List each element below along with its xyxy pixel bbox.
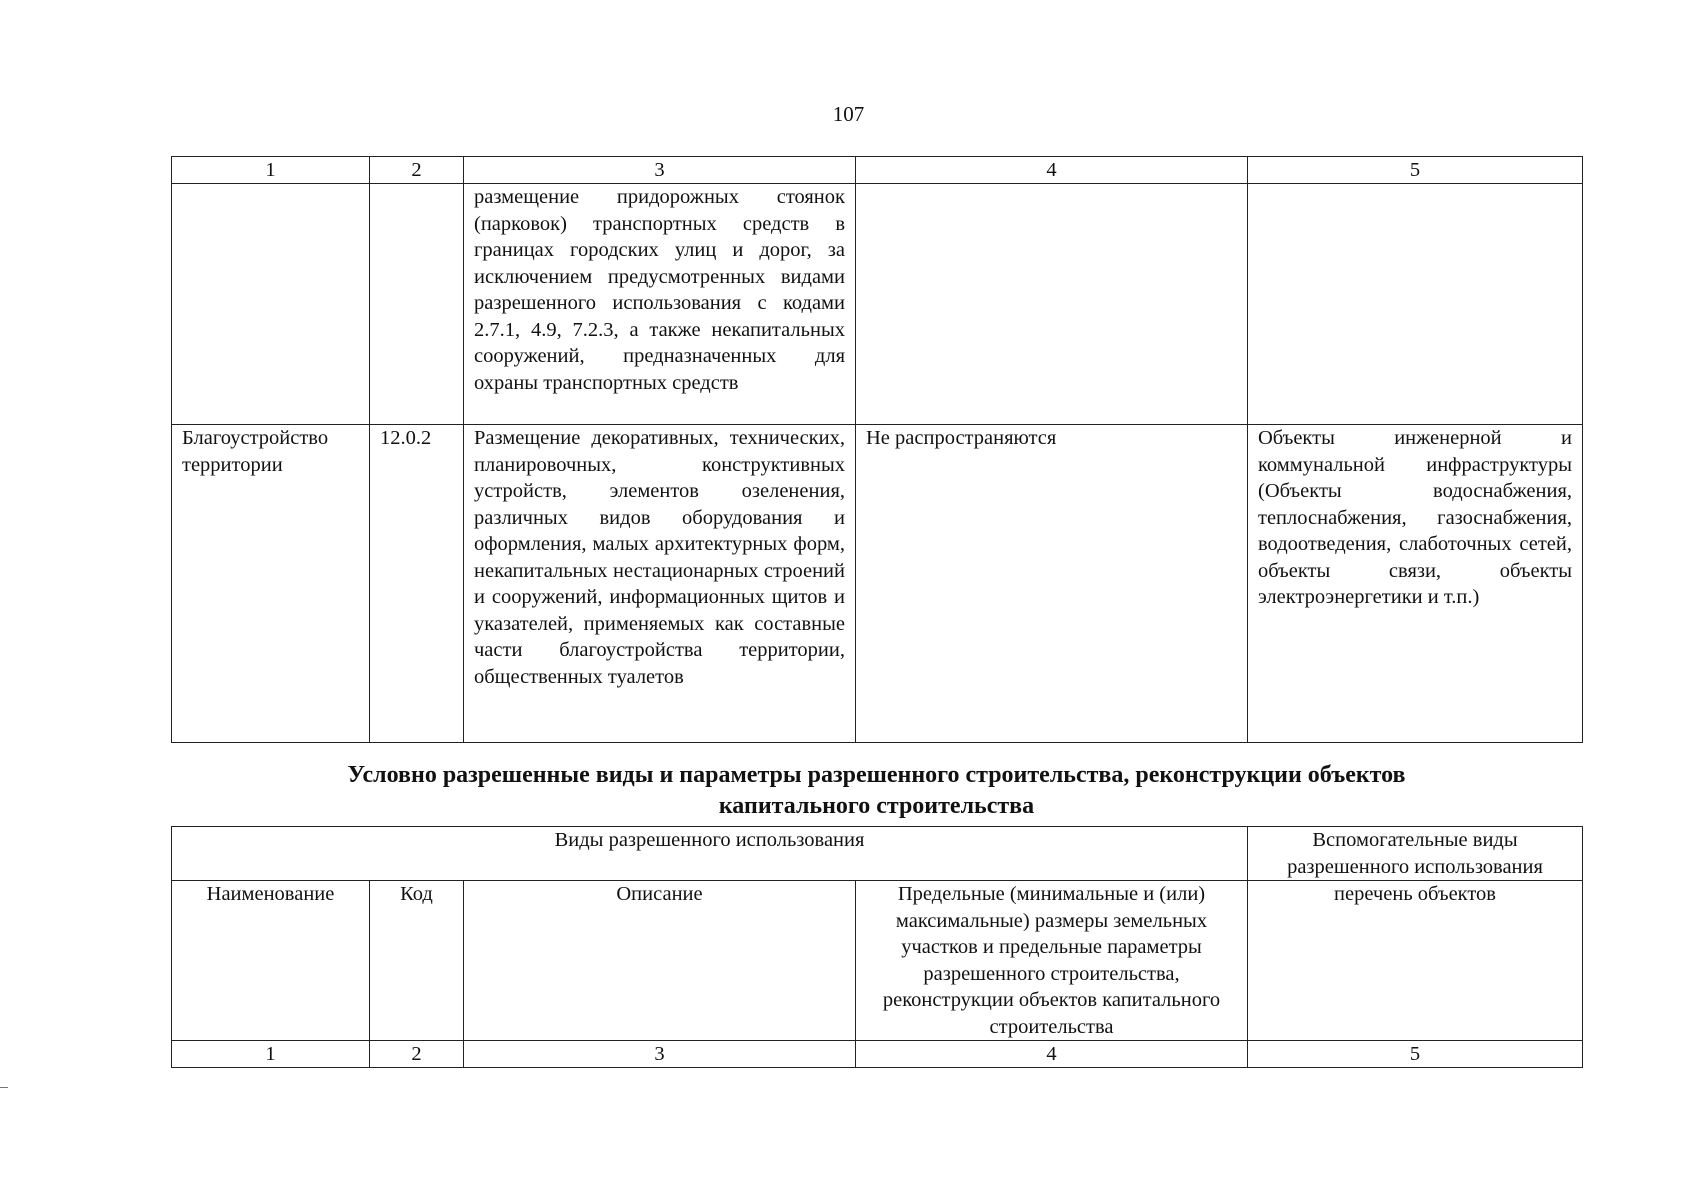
column-header-row (172, 881, 1583, 1041)
column-header-name: Наименование (172, 881, 370, 1041)
page-number: 107 (832, 102, 865, 126)
use-name-cell: Благоустройство территории (172, 425, 370, 743)
column-header-parameters: Предельные (минимальные и (или) максимальные) размеры земельных участков и предельные параметры разрешенного строительства, реконструкции объектов капитального строительства (856, 881, 1248, 1041)
column-number: 4 (856, 157, 1248, 184)
conditional-use-table (171, 826, 1583, 1068)
column-number: 2 (370, 1041, 464, 1068)
permitted-use-table-continued (171, 156, 1583, 743)
use-name-cell (172, 184, 370, 425)
section-heading-line: Условно разрешенные виды и параметры разрешенного строительства, реконструкции объектов (347, 762, 1406, 788)
table-row (172, 184, 1583, 425)
column-header-aux-list: перечень объектов (1248, 881, 1583, 1041)
use-description-cell: Размещение декоративных, технических, планировочных, конструктивных устройств, элементов озеленения, различных видов оборудования и оформления, малых архитектурных форм, некапитальных нестационарных строений и сооружений, информационных щитов и указателей, применяемых как составные части благоустройства территории, общественных туалетов (464, 425, 856, 743)
column-number: 3 (464, 157, 856, 184)
column-number: 4 (856, 1041, 1248, 1068)
auxiliary-uses-cell (1248, 184, 1583, 425)
use-parameters-cell (856, 184, 1248, 425)
use-code-cell (370, 184, 464, 425)
column-number: 3 (464, 1041, 856, 1068)
use-parameters-cell: Не распространяются (856, 425, 1248, 743)
auxiliary-uses-cell: Объекты инженерной и коммунальной инфраструктуры (Объекты водоснабжения, теплоснабжения, газоснабжения, водоотведения, слаботочных сетей, объекты связи, объекты электроэнергетики и т.п.) (1248, 425, 1583, 743)
group-header-auxiliary: Вспомогательные виды разрешенного использования (1248, 827, 1583, 881)
use-code-cell: 12.0.2 (370, 425, 464, 743)
column-number: 2 (370, 157, 464, 184)
margin-mark (0, 1087, 8, 1088)
section-heading (171, 760, 1582, 822)
group-header-row (172, 827, 1583, 881)
column-header-description: Описание (464, 881, 856, 1041)
table-row (172, 425, 1583, 743)
use-description-cell: размещение придорожных стоянок (парковок) транспортных средств в границах городских улиц и дорог, за исключением предусмотренных видами разрешенного использования с кодами 2.7.1, 4.9, 7.2.3, а также некапитальных сооружений, предназначенных для охраны транспортных средств (464, 184, 856, 425)
section-heading-line: капитального строительства (718, 793, 1035, 819)
column-header-code: Код (370, 881, 464, 1041)
group-header-main: Виды разрешенного использования (172, 827, 1248, 881)
column-number: 1 (172, 1041, 370, 1068)
column-number: 1 (172, 157, 370, 184)
column-number-row (172, 157, 1583, 184)
column-number: 5 (1248, 1041, 1583, 1068)
column-number: 5 (1248, 157, 1583, 184)
column-number-row (172, 1041, 1583, 1068)
